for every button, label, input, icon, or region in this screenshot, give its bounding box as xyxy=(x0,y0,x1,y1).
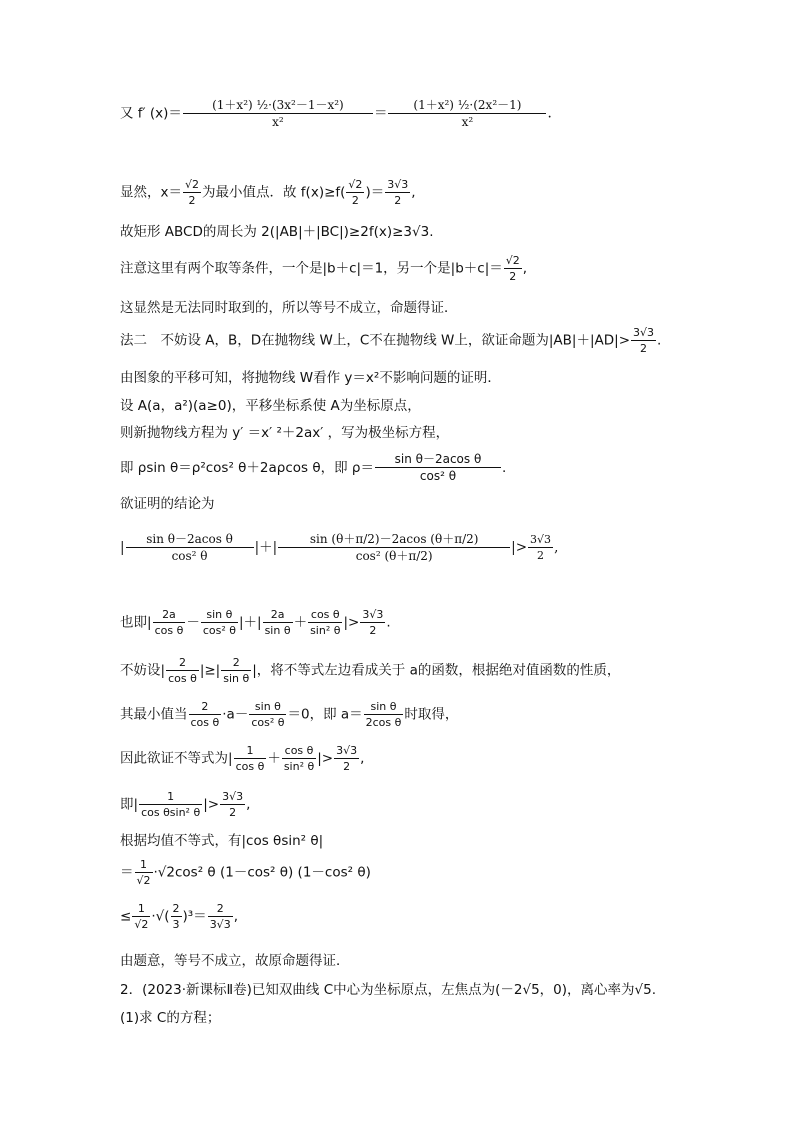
text: |> xyxy=(317,750,334,767)
text: 即| xyxy=(120,796,139,813)
text: 也即| xyxy=(120,614,152,631)
numerator: 3√3 xyxy=(530,533,552,547)
numerator: 3√3 xyxy=(362,608,384,621)
fraction xyxy=(183,98,373,130)
text: ≤ xyxy=(120,908,132,925)
numerator: 1 xyxy=(140,858,147,871)
denominator: 3 xyxy=(172,918,180,932)
text: , xyxy=(360,750,365,767)
denominator: cos² θ xyxy=(126,547,254,563)
text: |> xyxy=(203,796,220,813)
numerator: 2 xyxy=(172,902,180,915)
denominator: cos² θ xyxy=(202,624,236,638)
numerator: 3√3 xyxy=(336,744,358,757)
denominator: sin² θ xyxy=(283,760,315,774)
am-gm-step-1 xyxy=(120,858,371,887)
equivalent-inequality xyxy=(120,608,391,637)
perimeter-line: 故矩形 ABCD的周长为 2(|AB|＋|BC|)≥2f(x)≥3√3. xyxy=(120,224,434,240)
text: , xyxy=(411,184,416,201)
denominator: 2 xyxy=(631,340,656,355)
numerator: 1 xyxy=(246,744,254,757)
text: |> xyxy=(511,539,528,556)
text: . xyxy=(501,459,507,476)
fraction xyxy=(135,858,153,887)
fraction xyxy=(360,608,385,637)
denominator: cos² (θ＋π/2) xyxy=(278,547,510,563)
fraction xyxy=(220,790,245,819)
denominator: cos² θ xyxy=(375,467,501,483)
denominator: 2 xyxy=(183,192,201,207)
denominator: √2 xyxy=(136,874,151,888)
denominator: sin θ xyxy=(223,672,250,686)
fraction xyxy=(166,656,199,685)
text: |> xyxy=(343,614,360,631)
denominator: x² xyxy=(388,113,546,129)
fraction xyxy=(385,178,410,207)
text: 不妨设| xyxy=(120,662,166,679)
fraction xyxy=(221,656,251,685)
fraction xyxy=(528,533,553,562)
numerator: sin θ－2acos θ xyxy=(146,532,233,546)
numerator: cos θ xyxy=(284,744,314,757)
denominator: √2 xyxy=(134,918,149,932)
translation-line: 由图象的平移可知，将抛物线 W看作 y＝x²不影响问题的证明． xyxy=(120,370,501,386)
numerator: 1 xyxy=(137,902,145,915)
final-inequality-line xyxy=(120,790,250,819)
fraction xyxy=(334,744,359,773)
text: 因此欲证不等式为| xyxy=(120,750,233,767)
numerator: 3√3 xyxy=(633,326,655,339)
text: ＋ xyxy=(267,750,281,767)
denominator: 2cos θ xyxy=(365,716,402,730)
fraction xyxy=(126,532,254,564)
am-gm-step-2 xyxy=(120,902,238,931)
text: , xyxy=(246,796,251,813)
fraction xyxy=(249,700,286,729)
text: , xyxy=(554,539,559,556)
numerator: 3√3 xyxy=(387,178,409,191)
minimum-condition-line xyxy=(120,700,458,729)
fraction xyxy=(263,608,293,637)
assumption-line xyxy=(120,656,620,685)
fraction xyxy=(364,700,404,729)
numerator: 2a xyxy=(270,608,285,621)
text: |＋| xyxy=(254,539,278,556)
fraction xyxy=(208,902,233,931)
fraction xyxy=(139,790,202,819)
fraction xyxy=(278,532,510,564)
text: 时取得， xyxy=(404,706,459,723)
text: ＋ xyxy=(293,614,308,631)
to-prove-inequality xyxy=(120,532,558,564)
min-point-line xyxy=(120,178,416,207)
text: 注意这里有两个取等条件，一个是|b＋c|＝1，另一个是|b＋c|＝ xyxy=(120,260,503,277)
new-parabola-line: 则新抛物线方程为 y′ ＝x′ ²＋2ax′ ，写为极坐标方程， xyxy=(120,425,450,441)
derivative-line xyxy=(120,98,552,130)
text: ＝ xyxy=(373,105,388,122)
denominator: 2 xyxy=(360,622,385,637)
text: |≥| xyxy=(199,662,221,679)
denominator: sin² θ xyxy=(310,624,341,638)
fraction xyxy=(282,744,316,773)
fraction xyxy=(153,608,186,637)
text: )³＝ xyxy=(182,908,207,925)
numerator: 2 xyxy=(216,902,224,915)
fraction xyxy=(234,744,267,773)
denominator: 2 xyxy=(385,192,410,207)
denominator: cos θ xyxy=(154,624,184,638)
fraction xyxy=(201,608,238,637)
denominator: cos θ xyxy=(168,672,197,686)
fraction xyxy=(388,98,546,130)
numerator: sin θ xyxy=(206,608,233,621)
numerator: 2 xyxy=(178,656,186,669)
text: 法二 不妨设 A，B，D在抛物线 W上，C不在抛物线 W上，欲证命题为|AB|＋|AD|> xyxy=(120,332,631,349)
fraction xyxy=(132,902,150,931)
fraction xyxy=(504,254,522,283)
text: ·√2cos² θ (1－cos² θ) (1－cos² θ) xyxy=(153,864,371,881)
numerator: sin (θ＋π/2)－2acos (θ＋π/2) xyxy=(309,532,479,546)
fraction xyxy=(189,700,222,729)
numerator: √2 xyxy=(505,254,520,267)
fraction xyxy=(308,608,342,637)
text: 其最小值当 xyxy=(120,706,188,723)
text: | xyxy=(120,539,125,556)
numerator: 1 xyxy=(167,790,175,803)
text: , xyxy=(522,260,528,277)
denominator: cos θ xyxy=(235,760,265,774)
reduced-inequality-line xyxy=(120,744,364,773)
to-prove-label: 欲证明的结论为 xyxy=(120,496,215,512)
text: . xyxy=(547,105,552,122)
text: ·√( xyxy=(151,908,170,925)
problem-2-statement: 2．(2023·新课标Ⅱ卷)已知双曲线 C中心为坐标原点，左焦点为(－2√5，0)，离心率为√5. xyxy=(120,982,657,998)
text: 显然，x＝ xyxy=(120,184,182,201)
numerator: cos θ xyxy=(310,608,340,621)
fraction xyxy=(171,902,182,931)
equality-conditions-line xyxy=(120,254,527,283)
denominator: 2 xyxy=(334,758,359,773)
fraction xyxy=(631,326,656,355)
text: ＝0，即 a＝ xyxy=(287,706,363,723)
text: 又 f′ (x)＝ xyxy=(120,105,182,122)
polar-equation-line xyxy=(120,452,506,484)
numerator: sin θ xyxy=(254,700,281,713)
am-gm-line: 根据均值不等式，有|cos θsin² θ| xyxy=(120,833,324,849)
fraction xyxy=(375,452,501,484)
text: 即 ρsin θ＝ρ²cos² θ＋2aρcos θ，即 ρ＝ xyxy=(120,459,374,476)
numerator: 3√3 xyxy=(222,790,244,803)
text: ·a－ xyxy=(222,706,249,723)
text: , xyxy=(233,908,238,925)
text: ＝ xyxy=(120,864,134,881)
numerator: 2 xyxy=(232,656,240,669)
text: |，将不等式左边看成关于 a的函数，根据绝对值函数的性质， xyxy=(252,662,621,679)
conclusion-line: 这显然是无法同时取到的，所以等号不成立，命题得证． xyxy=(120,300,458,316)
denominator: 3√3 xyxy=(209,918,231,932)
method-two-line xyxy=(120,326,661,355)
set-point-line: 设 A(a，a²)(a≥0)，平移坐标系使 A为坐标原点， xyxy=(120,398,421,414)
numerator: (1＋x²) ½·(2x²－1) xyxy=(413,98,522,112)
text: . xyxy=(657,332,662,349)
text: )＝ xyxy=(365,184,385,201)
numerator: √2 xyxy=(348,178,363,191)
numerator: sin θ－2acos θ xyxy=(394,452,482,466)
numerator: 2a xyxy=(162,608,176,621)
denominator: 2 xyxy=(504,268,522,283)
proof-complete-line: 由题意，等号不成立，故原命题得证． xyxy=(120,953,350,969)
denominator: x² xyxy=(183,113,373,129)
denominator: sin θ xyxy=(264,624,291,638)
text: 为最小值点．故 f(x)≥f( xyxy=(202,184,346,201)
fraction xyxy=(183,178,201,207)
denominator: 2 xyxy=(528,547,553,562)
text: － xyxy=(186,614,200,631)
denominator: cos θ xyxy=(190,716,220,730)
numerator: √2 xyxy=(185,178,200,191)
text: . xyxy=(386,614,391,631)
denominator: cos² θ xyxy=(251,716,285,730)
numerator: 2 xyxy=(201,700,209,713)
fraction xyxy=(346,178,364,207)
numerator: (1＋x²) ½·(3x²－1－x²) xyxy=(212,98,344,112)
denominator: cos θsin² θ xyxy=(141,806,201,820)
denominator: 2 xyxy=(346,192,364,207)
numerator: sin θ xyxy=(370,700,397,713)
problem-2-part-1: (1)求 C的方程； xyxy=(120,1010,221,1026)
denominator: 2 xyxy=(220,804,245,819)
text: |＋| xyxy=(238,614,262,631)
